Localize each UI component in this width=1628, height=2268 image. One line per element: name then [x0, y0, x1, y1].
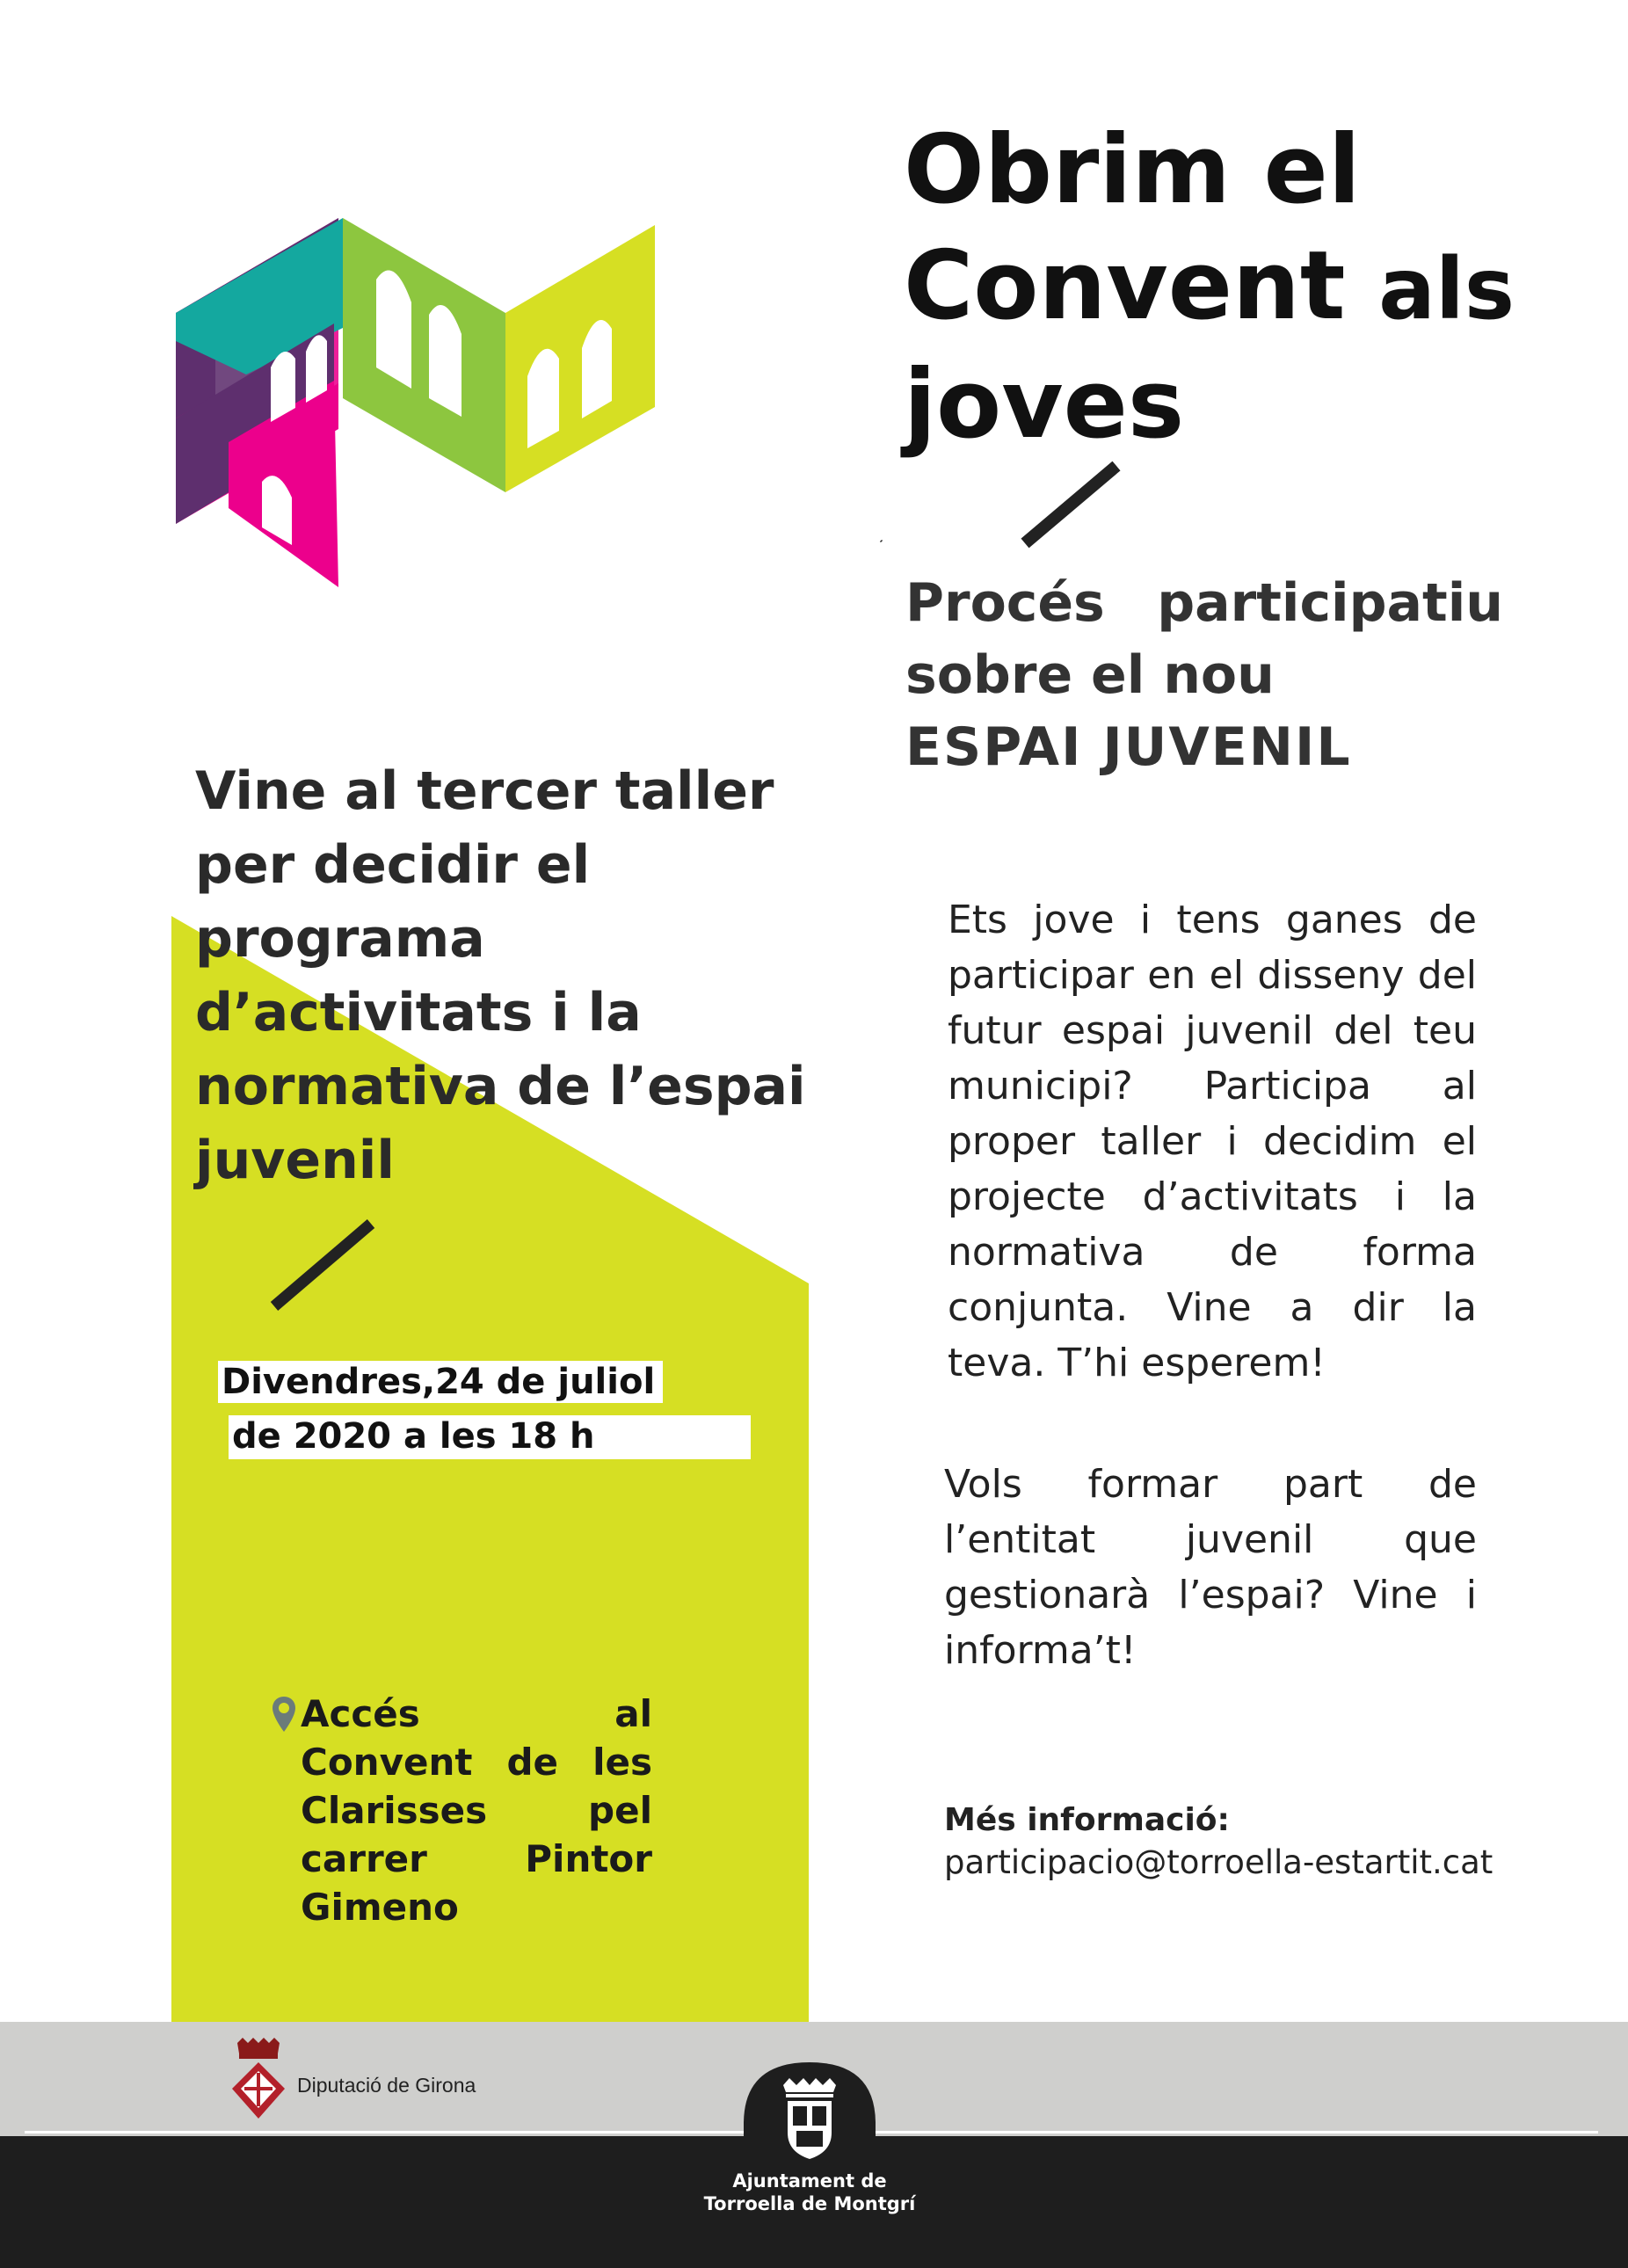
subtitle-line-1: [905, 567, 1503, 639]
ajuntament-crest-icon: [744, 2062, 876, 2168]
workshop-line: d’activitats i la: [195, 982, 642, 1043]
workshop-line: per decidir el: [195, 834, 591, 896]
workshop-line: normativa de l’espai: [195, 1056, 806, 1117]
intro-paragraph: Ets jove i tens ganes de participar en el disseny del futur espai juvenil del teu municipi? Participa al proper taller i decidim el projecte d’activitats i la normativa de forma conjunta. Vine a dir la teva. T’hi esperem!: [948, 898, 1477, 1385]
subtitle-line-3: ESPAI JUVENIL: [905, 716, 1352, 778]
event-time: de 2020 a les 18 h: [229, 1415, 751, 1459]
workshop-line: programa: [195, 908, 485, 970]
title-line-2-b: als: [1378, 240, 1515, 338]
event-date: Divendres,24 de juliol: [218, 1361, 663, 1403]
main-title: [904, 113, 1572, 463]
convent-logo: [176, 218, 659, 587]
title-line-3: joves: [904, 350, 1185, 460]
contact-email-link[interactable]: participacio@torroella-estartit.cat: [944, 1843, 1494, 1881]
title-line-2: [904, 229, 1572, 347]
subtitle-word-1: Procés: [905, 572, 1105, 634]
subtitle: [905, 567, 1503, 783]
diputacio-label: Diputació de Girona: [297, 2074, 476, 2097]
workshop-line: Vine al tercer taller: [195, 760, 774, 822]
workshop-heading: [195, 754, 810, 1197]
diputacio-crest-icon: [230, 2038, 287, 2122]
access-directions: Accés al Convent de les Clarisses pel carrer Pintor Gimeno: [301, 1692, 652, 1929]
more-info-label: Més informació:: [944, 1802, 1230, 1838]
subtitle-line-2: sobre el nou: [905, 644, 1275, 706]
title-line-2-a: Convent: [904, 231, 1346, 341]
slash-mark-top: [879, 422, 1143, 554]
workshop-line: juvenil: [195, 1130, 395, 1191]
subtitle-word-2: participatiu: [1157, 572, 1503, 634]
map-pin-icon: [271, 1695, 297, 1734]
ajuntament-label-line-1: Ajuntament de: [732, 2170, 887, 2192]
slash-mark-left: [264, 1213, 387, 1319]
entity-paragraph: Vols formar part de l’entitat juvenil que gestionarà l’espai? Vine i informa’t!: [944, 1462, 1477, 1673]
title-line-1: Obrim el: [904, 115, 1361, 225]
ajuntament-label: [677, 2170, 942, 2215]
ajuntament-label-line-2: Torroella de Montgrí: [703, 2193, 916, 2214]
